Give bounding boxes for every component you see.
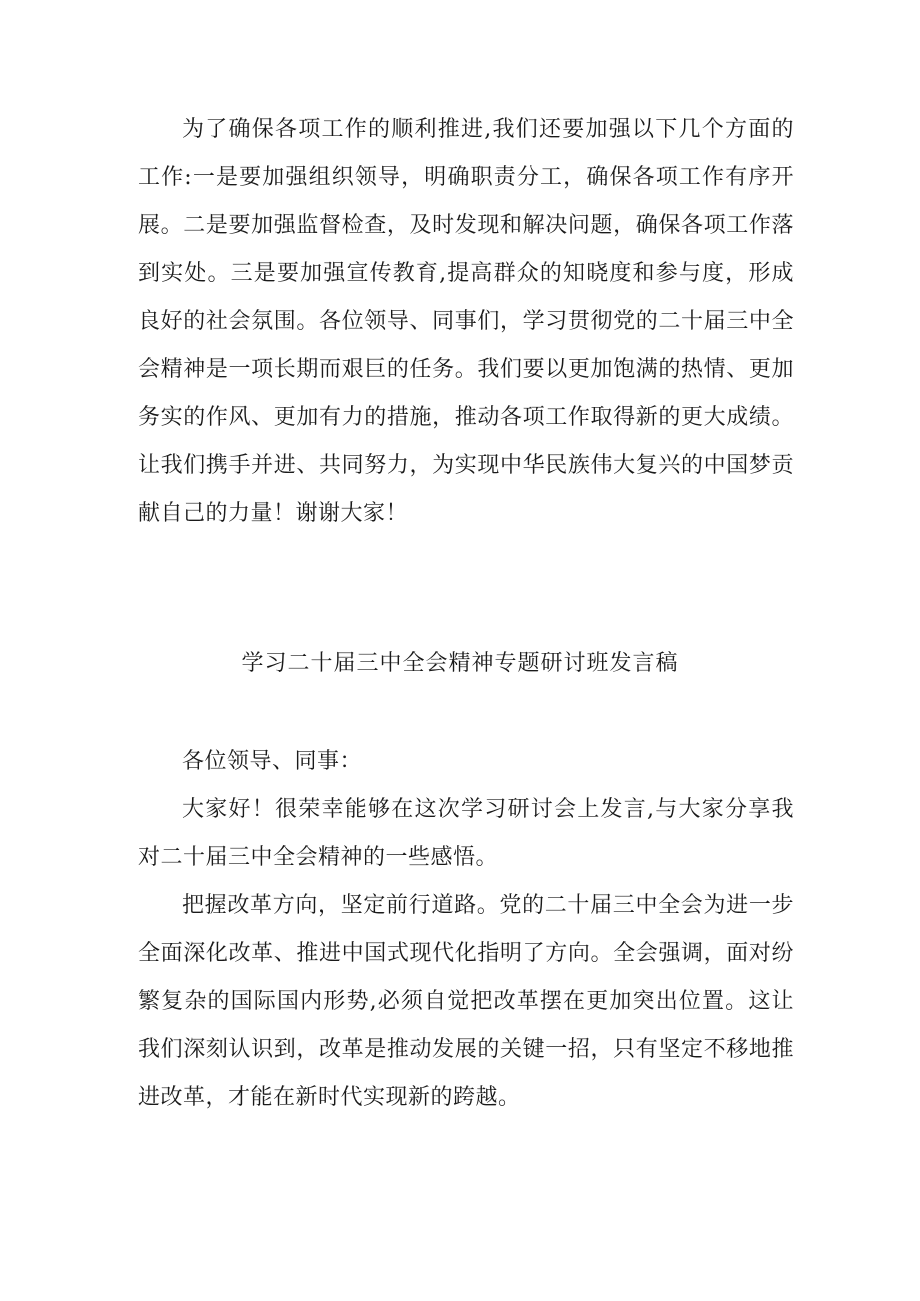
speech-body — [138, 738, 794, 1122]
body-paragraph: 大家好！很荣幸能够在这次学习研讨会上发言,与大家分享我对二十届三中全会精神的一些感悟。 — [138, 797, 794, 870]
continuation-paragraph: 为了确保各项工作的顺利推进,我们还要加强以下几个方面的工作:一是要加强组织领导，明确职责分工，确保各项工作有序开展。二是要加强监督检查，及时发现和解决问题，确保各项工作落到实处。三是要加强宣传教育,提高群众的知晓度和参与度，形成良好的社会氛围。各位领导、同事们，学习贯彻党的二十届三中全会精神是一项长期而艰巨的任务。我们要以更加饱满的热情、更加务实的作风、更加有力的措施，推动各项工作取得新的更大成绩。让我们携手并进、共同努力，为实现中华民族伟大复兴的中国梦贡献自己的力量！谢谢大家！ — [138, 117, 794, 526]
speech-title: 学习二十届三中全会精神专题研讨班发言稿 — [241, 651, 679, 676]
previous-speech-ending — [138, 106, 794, 538]
body-paragraph: 把握改革方向，坚定前行道路。党的二十届三中全会为进一步全面深化改革、推进中国式现代化指明了方向。全会强调，面对纷繁复杂的国际国内形势,必须自觉把改革摆在更加突出位置。这让我们深刻认识到，改革是推动发展的关键一招，只有坚定不移地推进改革，才能在新时代实现新的跨越。 — [138, 893, 794, 1110]
salutation: 各位领导、同事： — [182, 749, 363, 774]
